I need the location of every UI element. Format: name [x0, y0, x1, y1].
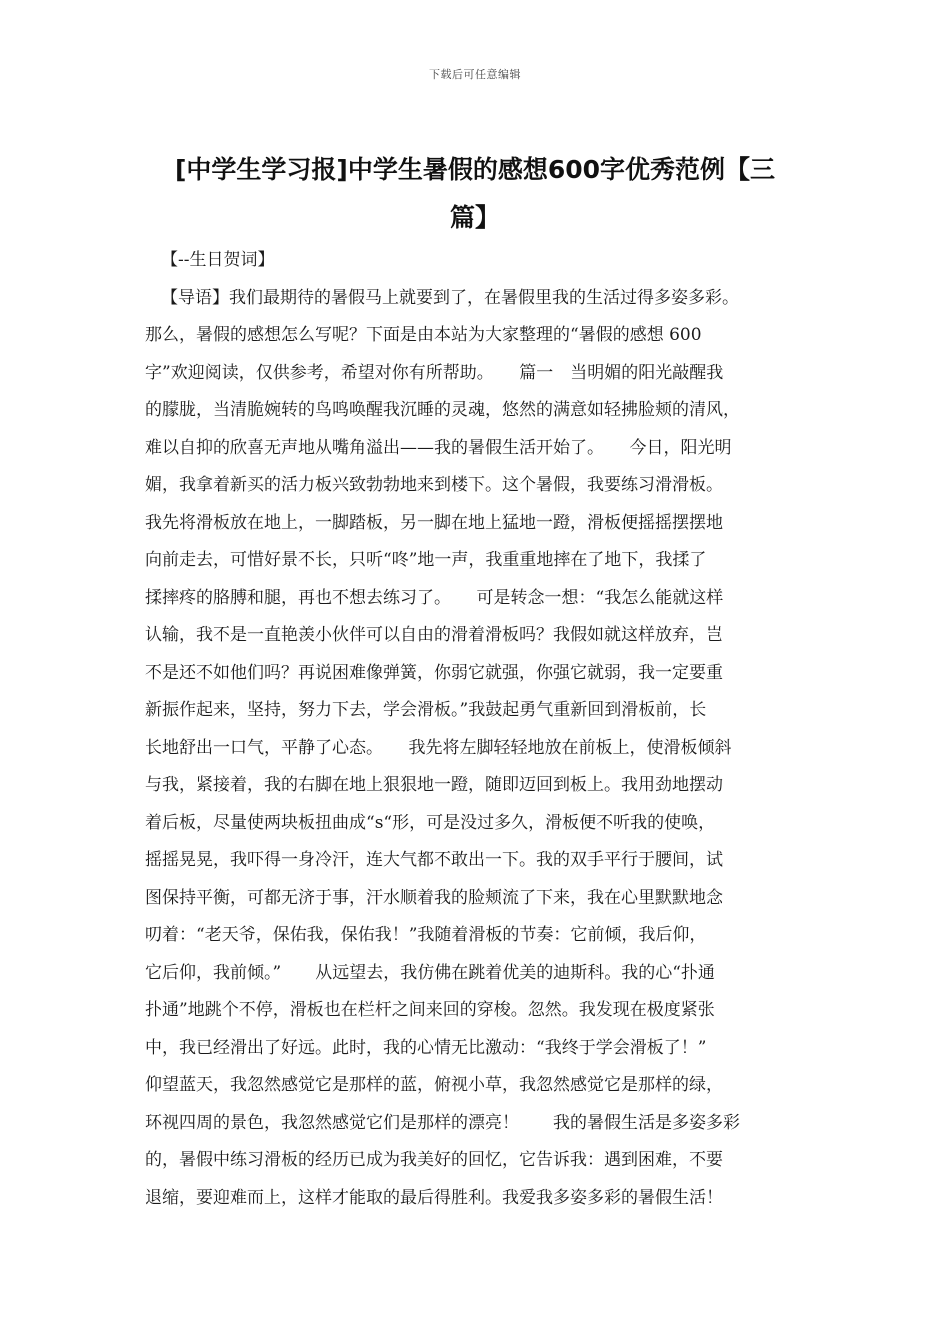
body-line: 字”欢迎阅读，仅供参考，希望对你有所帮助。 篇一 当明媚的阳光敲醒我 [145, 362, 724, 383]
body-line: 它后仰，我前倾。” 从远望去，我仿佛在跳着优美的迪斯科。我的心“扑通 [145, 962, 715, 983]
body-line: 揉摔疼的胳膊和腿，再也不想去练习了。 可是转念一想：“我怎么能就这样 [145, 587, 724, 608]
body-line: 扑通”地跳个不停，滑板也在栏杆之间来回的穿梭。忽然。我发现在极度紧张 [145, 1000, 715, 1020]
body-line: 的朦胧，当清脆婉转的鸟鸣唤醒我沉睡的灵魂，悠然的满意如轻拂脸颊的清风， [145, 400, 740, 420]
body-line: 难以自抑的欣喜无声地从嘴角溢出——我的暑假生活开始了。 今日，阳光明 [145, 437, 732, 458]
body-line: 环视四周的景色，我忽然感觉它们是那样的漂亮！ 我的暑假生活是多姿多彩 [145, 1112, 740, 1133]
body-line: 中，我已经滑出了好远。此时，我的心情无比激动：“我终于学会滑板了！” [145, 1037, 707, 1058]
header-note: 下载后可任意编辑 [429, 68, 521, 81]
body-line: 我先将滑板放在地上，一脚踏板，另一脚在地上猛地一蹬，滑板便摇摇摆摆地 [145, 512, 723, 533]
title-line-2: 篇】 [449, 203, 500, 232]
body-line: 与我，紧接着，我的右脚在地上狠狠地一蹬，随即迈回到板上。我用劲地摆动 [145, 775, 723, 795]
body-line: 仰望蓝天，我忽然感觉它是那样的蓝，俯视小草，我忽然感觉它是那样的绿， [145, 1075, 723, 1095]
body-line: 媚，我拿着新买的活力板兴致勃勃地来到楼下。这个暑假，我要练习滑滑板。 [145, 475, 723, 495]
body-line: 那么，暑假的感想怎么写呢？下面是由本站为大家整理的“暑假的感想 600 [145, 325, 702, 345]
body-line: 认输，我不是一直艳羡小伙伴可以自由的滑着滑板吗？我假如就这样放弃，岂 [145, 625, 723, 645]
body-line: 不是还不如他们吗？再说困难像弹簧，你弱它就强，你强它就弱，我一定要重 [145, 662, 723, 683]
body-line: 长地舒出一口气，平静了心态。 我先将左脚轻轻地放在前板上，使滑板倾斜 [145, 737, 732, 758]
body-line: 叨着：“老天爷，保佑我，保佑我！”我随着滑板的节奏：它前倾，我后仰， [145, 925, 707, 945]
body-line: 【导语】我们最期待的暑假马上就要到了，在暑假里我的生活过得多姿多彩。 [161, 287, 739, 308]
document-title [150, 146, 800, 242]
body-line: 新振作起来，坚持，努力下去，学会滑板。”我鼓起勇气重新回到滑板前，长 [145, 700, 707, 720]
body-line: 的，暑假中练习滑板的经历已成为我美好的回忆，它告诉我：遇到困难，不要 [145, 1150, 723, 1170]
body-line: 向前走去，可惜好景不长，只听“咚”地一声，我重重地摔在了地下，我揉了 [145, 550, 707, 570]
body-line: 图保持平衡，可都无济于事，汗水顺着我的脸颊流了下来，我在心里默默地念 [145, 887, 723, 908]
body-line: 【--生日贺词】 [161, 250, 275, 270]
body-line: 摇摇晃晃，我吓得一身冷汗，连大气都不敢出一下。我的双手平行于腰间，试 [145, 850, 723, 870]
title-line-1: [中学生学习报]中学生暑假的感想600字优秀范例【三 [174, 155, 776, 184]
body-line: 着后板，尽量使两块板扭曲成“s“形，可是没过多久，滑板便不听我的使唤， [145, 812, 716, 833]
document-body [145, 242, 810, 1217]
body-line: 退缩，要迎难而上，这样才能取的最后得胜利。我爱我多姿多彩的暑假生活！ [145, 1187, 723, 1208]
